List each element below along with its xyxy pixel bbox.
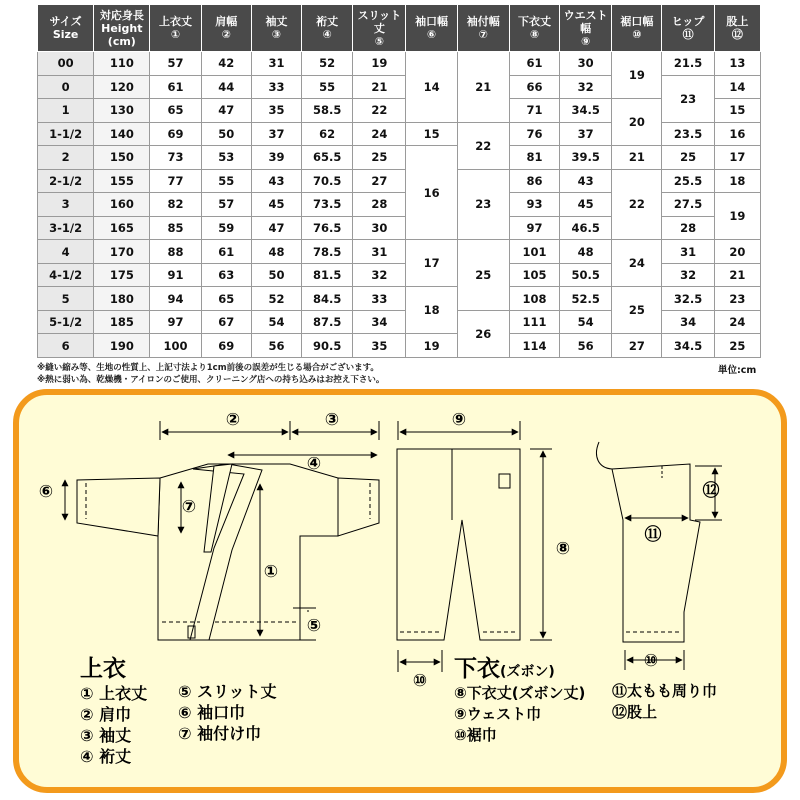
value-cell: 35 — [251, 99, 301, 123]
value-cell: 14 — [714, 75, 760, 99]
value-cell: 62 — [302, 122, 353, 146]
value-cell: 52.5 — [560, 287, 612, 311]
size-cell: 1 — [38, 99, 94, 123]
value-cell: 17 — [406, 240, 457, 287]
header-yuki-length: 裄丈 ④ — [302, 5, 353, 52]
value-cell: 93 — [509, 193, 559, 217]
value-cell: 61 — [509, 52, 559, 76]
mark-11: ⑪ — [644, 525, 662, 545]
value-cell: 61 — [201, 240, 251, 264]
value-cell: 32 — [662, 263, 714, 287]
value-cell: 81 — [509, 146, 559, 170]
value-cell: 22 — [353, 99, 406, 123]
value-cell: 76 — [509, 122, 559, 146]
mark-12: ⑫ — [702, 481, 720, 501]
legend-item-yuki-length: ④ 裄丈 — [80, 747, 132, 766]
size-cell: 5-1/2 — [38, 310, 94, 334]
value-cell: 50 — [251, 263, 301, 287]
height-cell: 110 — [94, 52, 150, 76]
value-cell: 46.5 — [560, 216, 612, 240]
pants-front-drawing — [397, 449, 520, 640]
note-line-2: ※熱に弱い為、乾燥機・アイロンのご使用、クリーニング店への持ち込みはお控え下さい。 — [37, 375, 385, 385]
value-cell: 19 — [612, 52, 662, 99]
value-cell: 101 — [509, 240, 559, 264]
value-cell: 24 — [714, 310, 760, 334]
header-height: 対応身長 Height (cm) — [94, 5, 150, 52]
jacket-legend-2 — [178, 681, 276, 744]
size-cell: 00 — [38, 52, 94, 76]
header-cuff-width: 袖口幅 ⑥ — [406, 5, 457, 52]
value-cell: 22 — [612, 169, 662, 240]
legend-item-thigh-width: ⑪太もも周り巾 — [612, 682, 718, 700]
value-cell: 27 — [353, 169, 406, 193]
value-cell: 33 — [353, 287, 406, 311]
value-cell: 27.5 — [662, 193, 714, 217]
mark-9: ⑨ — [451, 410, 467, 430]
size-cell: 3 — [38, 193, 94, 217]
value-cell: 15 — [406, 122, 457, 146]
height-cell: 120 — [94, 75, 150, 99]
legend-item-slit-length: ⑤ スリット丈 — [178, 682, 277, 701]
value-cell: 87.5 — [302, 310, 353, 334]
value-cell: 24 — [353, 122, 406, 146]
value-cell: 23 — [662, 75, 714, 122]
value-cell: 108 — [509, 287, 559, 311]
legend-item-cuff-width: ⑥ 袖口巾 — [178, 703, 246, 722]
height-cell: 190 — [94, 334, 150, 358]
height-cell: 150 — [94, 146, 150, 170]
size-cell: 1-1/2 — [38, 122, 94, 146]
header-pants-length: 下衣丈 ⑧ — [509, 5, 559, 52]
value-cell: 73.5 — [302, 193, 353, 217]
value-cell: 34 — [353, 310, 406, 334]
mark-7: ⑦ — [181, 497, 197, 517]
value-cell: 25 — [612, 287, 662, 334]
value-cell: 22 — [457, 122, 509, 169]
value-cell: 30 — [353, 216, 406, 240]
legend-item-shoulder-width: ② 肩巾 — [80, 705, 132, 724]
value-cell: 48 — [560, 240, 612, 264]
value-cell: 78.5 — [302, 240, 353, 264]
value-cell: 57 — [150, 52, 201, 76]
value-cell: 88 — [150, 240, 201, 264]
value-cell: 77 — [150, 169, 201, 193]
value-cell: 31 — [662, 240, 714, 264]
value-cell: 105 — [509, 263, 559, 287]
value-cell: 100 — [150, 334, 201, 358]
value-cell: 32.5 — [662, 287, 714, 311]
value-cell: 65 — [201, 287, 251, 311]
value-cell: 45 — [560, 193, 612, 217]
pants-legend-title: 下衣 — [454, 656, 500, 682]
value-cell: 27 — [612, 334, 662, 358]
pants-legend — [454, 650, 585, 746]
value-cell: 21 — [714, 263, 760, 287]
value-cell: 45 — [251, 193, 301, 217]
value-cell: 15 — [714, 99, 760, 123]
value-cell: 39 — [251, 146, 301, 170]
value-cell: 57 — [201, 193, 251, 217]
value-cell: 43 — [560, 169, 612, 193]
value-cell: 55 — [302, 75, 353, 99]
value-cell: 23 — [714, 287, 760, 311]
value-cell: 32 — [560, 75, 612, 99]
height-cell: 175 — [94, 263, 150, 287]
value-cell: 30 — [560, 52, 612, 76]
value-cell: 63 — [201, 263, 251, 287]
header-waist-width: ウエスト幅 ⑨ — [560, 5, 612, 52]
height-cell: 170 — [94, 240, 150, 264]
value-cell: 44 — [201, 75, 251, 99]
value-cell: 50 — [201, 122, 251, 146]
value-cell: 56 — [251, 334, 301, 358]
value-cell: 56 — [560, 334, 612, 358]
value-cell: 58.5 — [302, 99, 353, 123]
value-cell: 28 — [662, 216, 714, 240]
value-cell: 65.5 — [302, 146, 353, 170]
mark-1: ① — [263, 562, 279, 582]
value-cell: 114 — [509, 334, 559, 358]
value-cell: 70.5 — [302, 169, 353, 193]
height-cell: 180 — [94, 287, 150, 311]
value-cell: 52 — [251, 287, 301, 311]
value-cell: 16 — [406, 146, 457, 240]
value-cell: 47 — [251, 216, 301, 240]
value-cell: 47 — [201, 99, 251, 123]
unit-label: 単位:cm — [718, 365, 757, 376]
mark-4: ④ — [306, 454, 322, 474]
value-cell: 94 — [150, 287, 201, 311]
size-cell: 2-1/2 — [38, 169, 94, 193]
header-shoulder-width: 肩幅 ② — [201, 5, 251, 52]
value-cell: 69 — [201, 334, 251, 358]
height-cell: 160 — [94, 193, 150, 217]
value-cell: 19 — [406, 334, 457, 358]
value-cell: 19 — [353, 52, 406, 76]
value-cell: 85 — [150, 216, 201, 240]
value-cell: 20 — [714, 240, 760, 264]
value-cell: 39.5 — [560, 146, 612, 170]
header-hem-width: 裾口幅 ⑩ — [612, 5, 662, 52]
value-cell: 17 — [714, 146, 760, 170]
value-cell: 97 — [509, 216, 559, 240]
value-cell: 37 — [251, 122, 301, 146]
value-cell: 34 — [662, 310, 714, 334]
height-cell: 130 — [94, 99, 150, 123]
size-cell: 4-1/2 — [38, 263, 94, 287]
value-cell: 35 — [353, 334, 406, 358]
legend-item-pants-length: ⑧下衣丈(ズボン丈) — [454, 684, 586, 702]
mark-6: ⑥ — [38, 482, 54, 502]
value-cell: 16 — [714, 122, 760, 146]
value-cell: 18 — [406, 287, 457, 334]
value-cell: 25 — [457, 240, 509, 311]
value-cell: 14 — [406, 52, 457, 123]
size-cell: 2 — [38, 146, 94, 170]
value-cell: 54 — [251, 310, 301, 334]
value-cell: 25.5 — [662, 169, 714, 193]
value-cell: 55 — [201, 169, 251, 193]
value-cell: 69 — [150, 122, 201, 146]
value-cell: 86 — [509, 169, 559, 193]
jacket-legend-title: 上衣 — [80, 656, 126, 682]
value-cell: 82 — [150, 193, 201, 217]
value-cell: 65 — [150, 99, 201, 123]
size-cell: 6 — [38, 334, 94, 358]
value-cell: 31 — [353, 240, 406, 264]
height-cell: 155 — [94, 169, 150, 193]
value-cell: 21 — [612, 146, 662, 170]
mark-10-side: ⑩ — [643, 651, 659, 671]
value-cell: 26 — [457, 310, 509, 357]
value-cell: 31 — [251, 52, 301, 76]
value-cell: 76.5 — [302, 216, 353, 240]
value-cell: 23.5 — [662, 122, 714, 146]
jacket-legend — [80, 650, 147, 767]
value-cell: 54 — [560, 310, 612, 334]
value-cell: 48 — [251, 240, 301, 264]
mark-2: ② — [225, 410, 241, 430]
header-slit-length: スリット丈 ⑤ — [353, 5, 406, 52]
value-cell: 84.5 — [302, 287, 353, 311]
legend-item-hem-width: ⑩裾巾 — [454, 726, 497, 744]
size-cell: 4 — [38, 240, 94, 264]
value-cell: 19 — [714, 193, 760, 240]
value-cell: 90.5 — [302, 334, 353, 358]
value-cell: 21.5 — [662, 52, 714, 76]
size-cell: 3-1/2 — [38, 216, 94, 240]
header-jacket-length: 上衣丈 ① — [150, 5, 201, 52]
value-cell: 18 — [714, 169, 760, 193]
value-cell: 25 — [353, 146, 406, 170]
value-cell: 59 — [201, 216, 251, 240]
mark-8: ⑧ — [555, 539, 571, 559]
header-size: サイズ Size — [38, 5, 94, 52]
value-cell: 24 — [612, 240, 662, 287]
value-cell: 37 — [560, 122, 612, 146]
header-rise: 股上 ⑫ — [714, 5, 760, 52]
value-cell: 13 — [714, 52, 760, 76]
value-cell: 50.5 — [560, 263, 612, 287]
value-cell: 21 — [457, 52, 509, 123]
value-cell: 42 — [201, 52, 251, 76]
value-cell: 71 — [509, 99, 559, 123]
value-cell: 43 — [251, 169, 301, 193]
legend-item-rise: ⑫股上 — [612, 703, 658, 721]
legend-item-sleeve-length: ③ 袖丈 — [80, 726, 132, 745]
value-cell: 21 — [353, 75, 406, 99]
size-cell: 5 — [38, 287, 94, 311]
mark-5: ⑤ — [306, 616, 322, 636]
value-cell: 34.5 — [560, 99, 612, 123]
size-cell: 0 — [38, 75, 94, 99]
pants-legend-subtitle: (ズボン) — [500, 664, 555, 680]
value-cell: 25 — [662, 146, 714, 170]
legend-item-waist-width: ⑨ウェスト巾 — [454, 705, 542, 723]
header-hip: ヒップ ⑪ — [662, 5, 714, 52]
value-cell: 28 — [353, 193, 406, 217]
value-cell: 91 — [150, 263, 201, 287]
legend-item-armhole-width: ⑦ 袖付け巾 — [178, 724, 262, 743]
value-cell: 73 — [150, 146, 201, 170]
jacket-drawing — [77, 464, 379, 640]
header-sleeve-length: 袖丈 ③ — [251, 5, 301, 52]
value-cell: 23 — [457, 169, 509, 240]
mark-10-front: ⑩ — [412, 671, 428, 691]
pants-legend-2 — [612, 681, 717, 723]
value-cell: 32 — [353, 263, 406, 287]
value-cell: 67 — [201, 310, 251, 334]
value-cell: 20 — [612, 99, 662, 146]
value-cell: 66 — [509, 75, 559, 99]
note-line-1: ※縫い縮み等、生地の性質上、上記寸法より1cm前後の誤差が生じる場合がございます。 — [37, 363, 379, 373]
height-cell: 165 — [94, 216, 150, 240]
legend-item-jacket-length: ① 上衣丈 — [80, 684, 148, 703]
value-cell: 34.5 — [662, 334, 714, 358]
header-armhole-width: 袖付幅 ⑦ — [457, 5, 509, 52]
value-cell: 111 — [509, 310, 559, 334]
value-cell: 97 — [150, 310, 201, 334]
mark-3: ③ — [324, 410, 340, 430]
height-cell: 140 — [94, 122, 150, 146]
value-cell: 53 — [201, 146, 251, 170]
height-cell: 185 — [94, 310, 150, 334]
value-cell: 61 — [150, 75, 201, 99]
value-cell: 25 — [714, 334, 760, 358]
value-cell: 81.5 — [302, 263, 353, 287]
value-cell: 33 — [251, 75, 301, 99]
value-cell: 52 — [302, 52, 353, 76]
